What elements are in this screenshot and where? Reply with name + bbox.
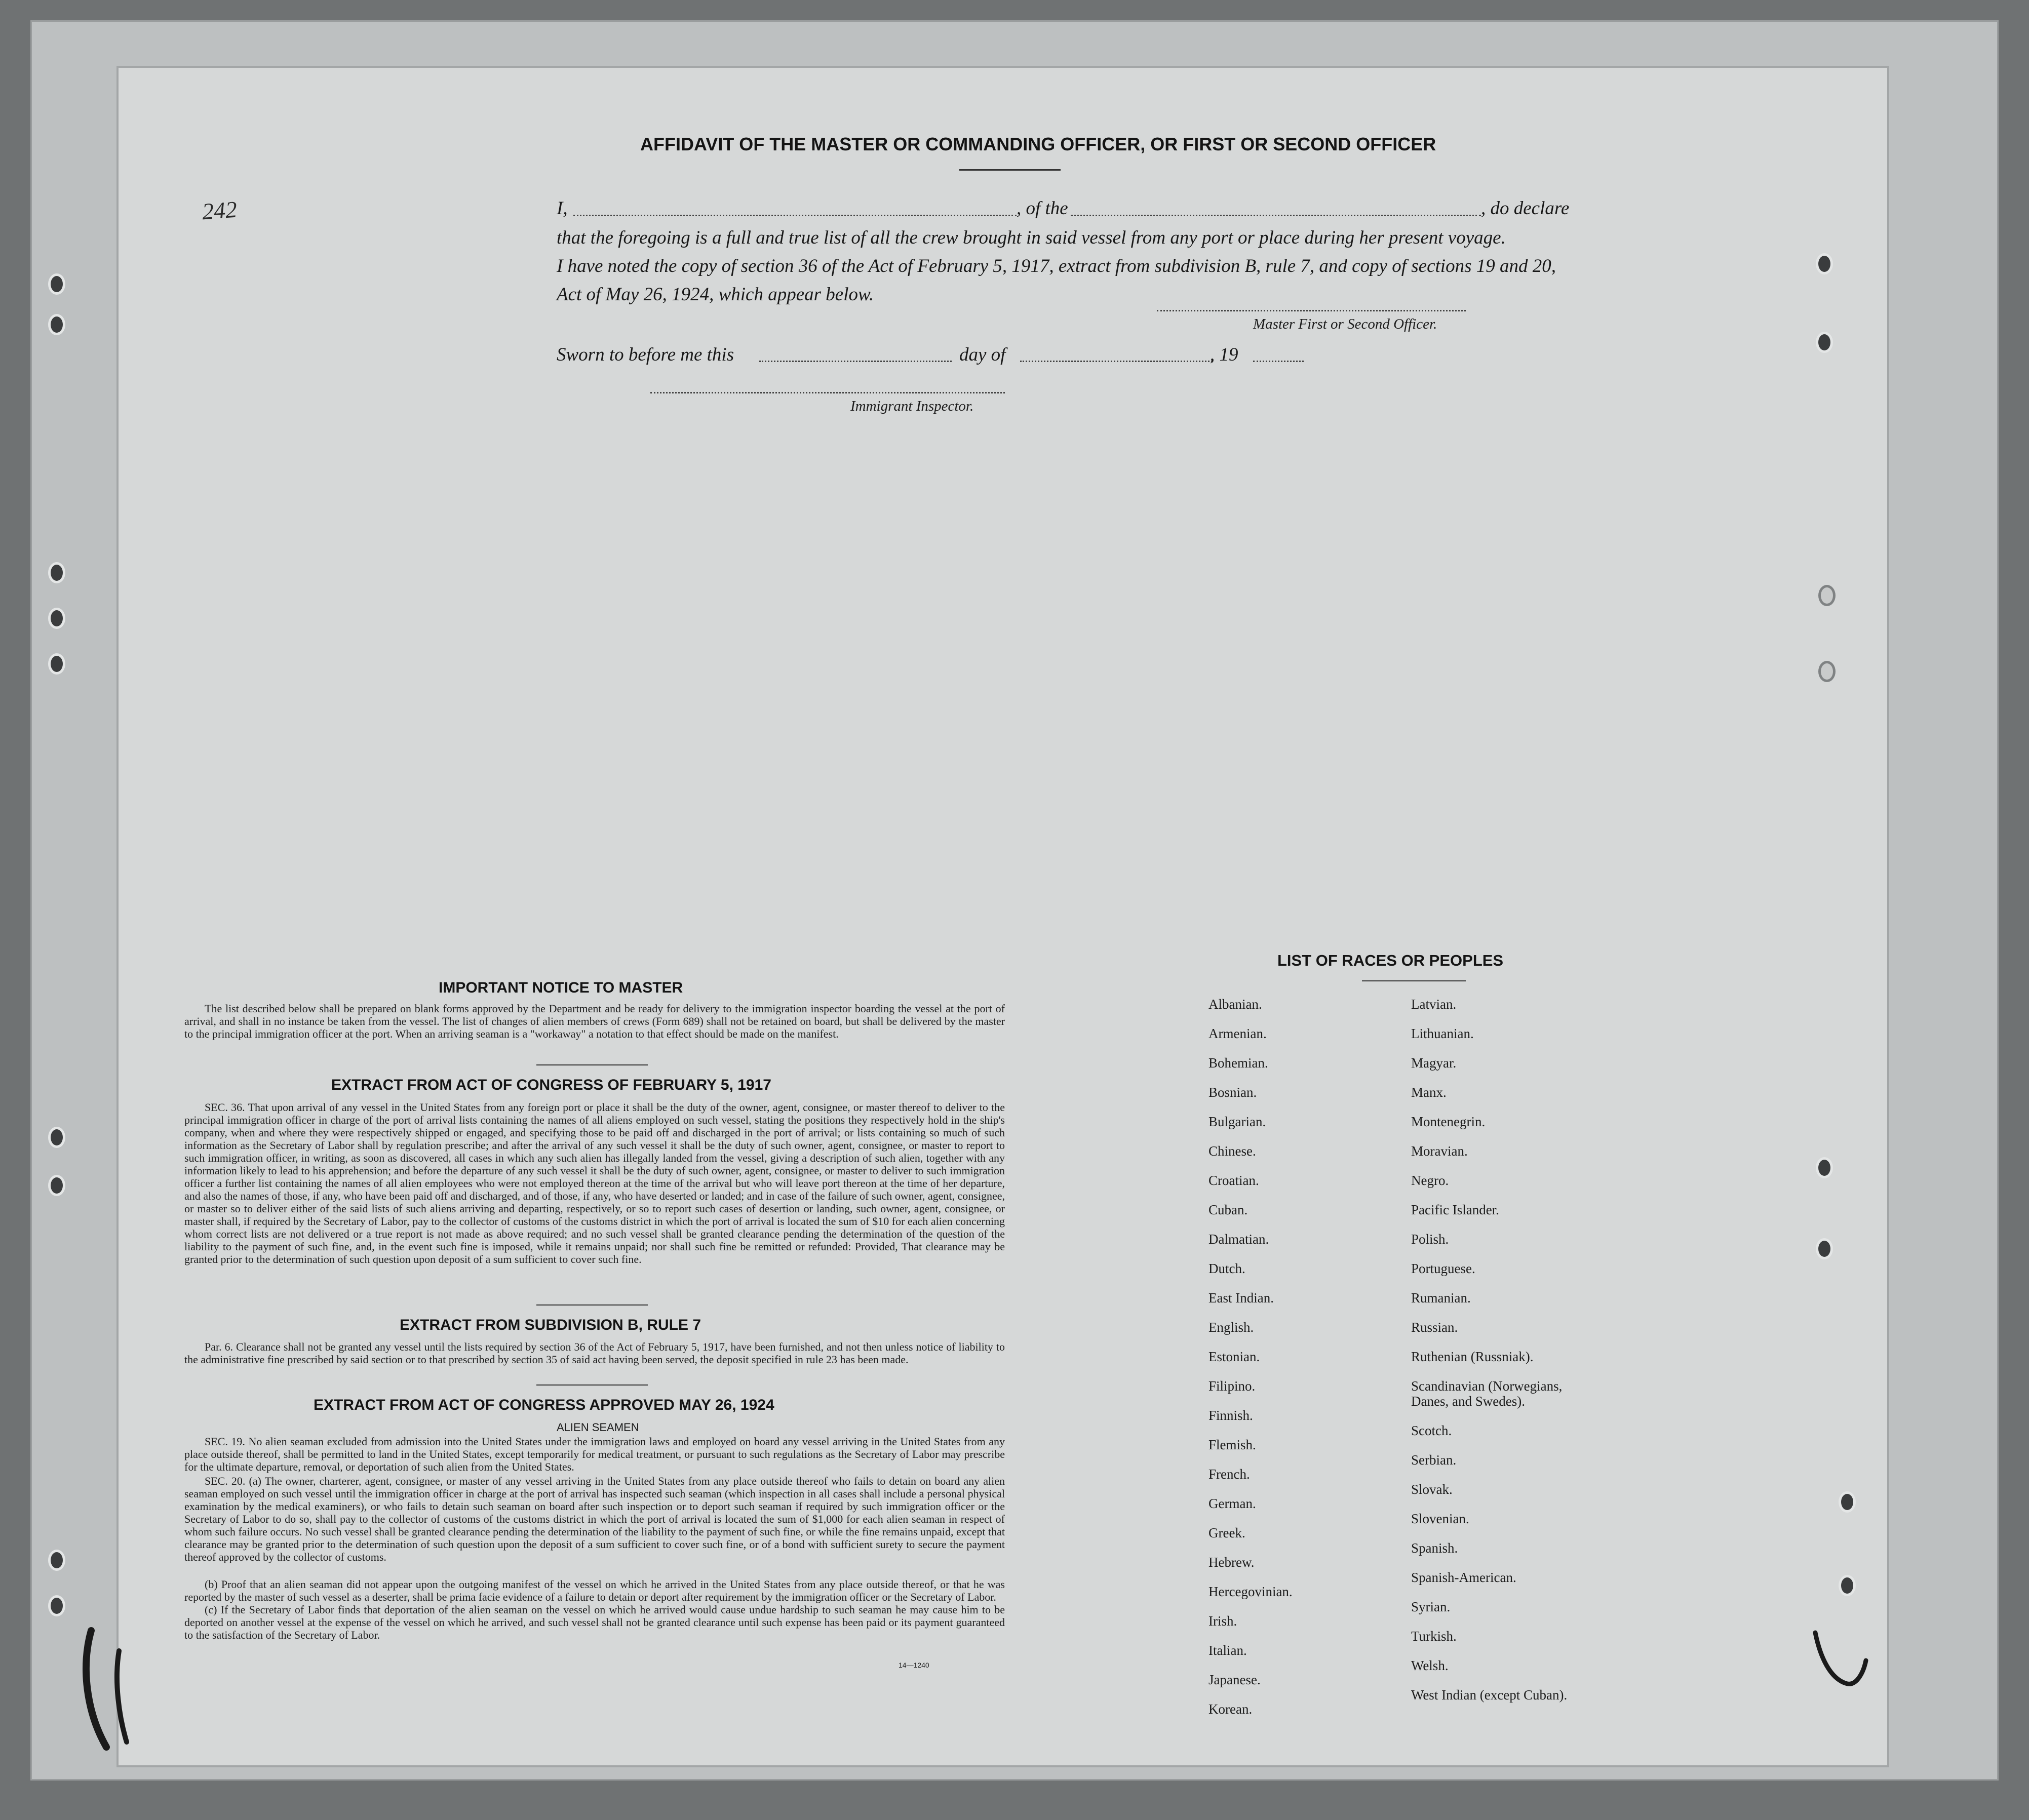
races-left-column (1208, 997, 1293, 1731)
binder-hole (1816, 1238, 1833, 1259)
race-item: Bohemian. (1208, 1055, 1268, 1071)
sworn-day-blank[interactable] (759, 361, 952, 362)
race-item: Syrian. (1411, 1599, 1451, 1614)
race-item: Italian. (1208, 1643, 1247, 1658)
race-item: Dalmatian. (1208, 1232, 1269, 1247)
affidavit-do-declare: , do declare (1481, 198, 1570, 219)
binder-hole (1839, 1575, 1856, 1596)
divider (536, 1384, 648, 1386)
affidavit-line4: Act of May 26, 1924, which appear below. (557, 284, 874, 305)
race-item: Manx. (1411, 1085, 1447, 1100)
extract-1917-body: SEC. 36. That upon arrival of any vessel in the United States from any foreign port or place it shall be the duty of the owner, agent, consignee, or master thereof to deliver to the principal immigration officer in charge of the port of arrival lists containing the names of all aliens employed on such vessel, stating the positions they respectively hold in the ship's company, when and where they were respectively shipped or engaged, and specifying those to be paid off and discharged in the port of arrival; or lists containing so much of such information as the Secretary of Labor shall by regulation prescribe; and after the arrival of any such vessel it shall be the duty of such owner, agent, consignee, or master to report to such immigration officer, in writing, as soon as discovered, all cases in which any such alien has illegally landed from the vessel, giving a description of such alien, together with any information likely to lead to his apprehension; and before the departure of any such vessel it shall be the duty of such owner, agent, consignee, or master to deliver to such immigration officer a further list containing the names of all alien employees who were not employed thereon at the time of the arrival but who will leave port thereon at the time of her departure, and also the names of those, if any, who have been paid off and discharged, and of those, if any, who have deserted or landed; and in case of the failure of such owner, agent, consignee, or master so to deliver either of the said lists of such aliens arriving and departing, respectively, or so to report such cases of desertion or landing, such owner, agent, consignee, or master shall, if required by the Secretary of Labor, pay to the collector of customs of the customs district in which the port of arrival is located the sum of $10 for each alien concerning whom correct lists are not delivered or a true report is not made as above required; and no such vessel shall be granted clearance pending the determination of the question of the liability to the payment of such fine, and, in the event such fine is imposed, while it remains unpaid; nor shall such fine be remitted or refunded: Provided, That clearance may be granted prior to the determination of such question upon deposit of a sum sufficient to cover such fine. (184, 1101, 1005, 1265)
races-title: LIST OF RACES OR PEOPLES (1277, 952, 1504, 969)
binder-hole (48, 1175, 65, 1196)
race-item: Scandinavian (Norwegians, Danes, and Swedes). (1411, 1378, 1563, 1409)
race-item: Welsh. (1411, 1658, 1449, 1673)
subdivision-title: EXTRACT FROM SUBDIVISION B, RULE 7 (400, 1317, 701, 1333)
document-page (116, 66, 1889, 1767)
subdivision-body: Par. 6. Clearance shall not be granted any vessel until the lists required by section 36 of the Act of February 5, 1917, have been furnished, and not then unless notice of liability to the administrative fine prescribed by said section or to that prescribed by section 35 of said act having been served, the deposit specified in rule 23 has been made. (184, 1340, 1005, 1366)
race-item: Hercegovinian. (1208, 1584, 1293, 1599)
affidavit-title: AFFIDAVIT OF THE MASTER OR COMMANDING OFFICER, OR FIRST OR SECOND OFFICER (640, 134, 1436, 154)
race-item: Dutch. (1208, 1261, 1245, 1276)
race-item: Rumanian. (1411, 1290, 1471, 1305)
race-item: Bulgarian. (1208, 1114, 1266, 1129)
race-item: Slovak. (1411, 1482, 1453, 1497)
race-item: Irish. (1208, 1613, 1237, 1629)
race-item: Montenegrin. (1411, 1114, 1486, 1129)
races-underline (1362, 980, 1466, 981)
race-item: Russian. (1411, 1320, 1458, 1335)
master-signature-line[interactable] (1157, 310, 1466, 311)
race-item: German. (1208, 1496, 1256, 1511)
race-item: Flemish. (1208, 1437, 1256, 1452)
inspector-signature-line[interactable] (650, 392, 1005, 393)
notice-body: The list described below shall be prepared on blank forms approved by the Department and be ready for delivery to the immigration inspector boarding the vessel at the port of arrival, and shall in no instance be taken from the vessel. The list of changes of alien members of crews (Form 689) shall not be retained on board, but shall be delivered by the master to the principal immigration officer at the port. When an arriving seaman is a "workaway" a notation to that effect should be made on the manifest. (184, 1002, 1005, 1040)
race-item: Estonian. (1208, 1349, 1260, 1364)
races-right-column (1411, 997, 1593, 1717)
race-item: Cuban. (1208, 1202, 1248, 1217)
handwritten-number: 242 (201, 196, 238, 225)
race-item: Lithuanian. (1411, 1026, 1474, 1041)
race-item: Chinese. (1208, 1143, 1256, 1159)
race-item: Hebrew. (1208, 1555, 1255, 1570)
race-item: Spanish-American. (1411, 1570, 1516, 1585)
race-item: French. (1208, 1467, 1250, 1482)
extract-1917-title: EXTRACT FROM ACT OF CONGRESS OF FEBRUARY 5, 1917 (331, 1077, 771, 1093)
binder-hole (48, 1127, 65, 1148)
binder-hole (48, 1550, 65, 1571)
affidavit-i: I, (557, 198, 568, 219)
handwritten-mark (71, 1620, 142, 1762)
binder-hole (1818, 585, 1836, 606)
sec20a-body: SEC. 20. (a) The owner, charterer, agent, consignee, or master of any vessel arriving in the United States from any place outside thereof who fails to detain on board any alien seaman employed on such vessel until the immigration officer in charge at the port of arrival has inspected such seaman (which inspection in all cases shall include a personal physical examination by the medical examiners), or who fails to detain such seaman on board after such inspection or to deport such seaman if required by such immigration officer or the Secretary of Labor to do so, shall pay to the collector of customs of the customs district in which the port of arrival is located the sum of $1,000 for each alien seaman in respect of whom such failure occurs. No such vessel shall be granted clearance pending the determination of the liability to the payment of such fine, or while the fine remains unpaid, except that clearance may be granted prior to the determination of such question upon the deposit of a sum sufficient to cover such fine, or of a bond with sufficient surety to secure the payment thereof approved by the collector of customs. (184, 1475, 1005, 1563)
binder-hole (48, 1595, 65, 1616)
race-item: Albanian. (1208, 997, 1262, 1012)
race-item: Armenian. (1208, 1026, 1267, 1041)
divider (536, 1064, 648, 1065)
race-item: East Indian. (1208, 1290, 1274, 1305)
affidavit-line3: I have noted the copy of section 36 of the Act of February 5, 1917, extract from subdivision B, rule 7, and copy of sections 19 and 20, (557, 256, 1556, 276)
binder-hole (1816, 1157, 1833, 1178)
race-item: Greek. (1208, 1525, 1245, 1540)
race-item: Scotch. (1411, 1423, 1452, 1438)
alien-seamen-subtitle: ALIEN SEAMEN (557, 1421, 639, 1434)
sec20b-body: (b) Proof that an alien seaman did not appear upon the outgoing manifest of the vessel on which he arrived in the United States from any place outside thereof, or that he was reported by the master of such vessel as a deserter, shall be prima facie evidence of a failure to detain or deport after requirement by the immigration officer or the Secretary of Labor. (184, 1578, 1005, 1603)
binder-hole (1839, 1491, 1856, 1513)
binder-hole (48, 273, 65, 295)
race-item: Ruthenian (Russniak). (1411, 1349, 1534, 1364)
form-number: 14—1240 (899, 1661, 929, 1669)
race-item: Negro. (1411, 1173, 1449, 1188)
affidavit-of-the: , of the (1017, 198, 1068, 219)
name-blank[interactable] (573, 215, 1017, 216)
master-caption: Master First or Second Officer. (1253, 316, 1437, 332)
binder-hole (48, 314, 65, 335)
race-item: English. (1208, 1320, 1254, 1335)
race-item: Japanese. (1208, 1672, 1261, 1687)
binder-hole (48, 653, 65, 675)
binder-hole (1816, 332, 1833, 353)
sec19-body: SEC. 19. No alien seaman excluded from admission into the United States under the immigration laws and employed on board any vessel arriving in the United States from any place outside thereof, shall be permitted to land in the United States, except temporarily for medical treatment, or pursuant to such regulations as the Secretary of Labor may prescribe for the ultimate departure, removal, or deportation of such alien from the United States. (184, 1435, 1005, 1473)
race-item: Latvian. (1411, 997, 1457, 1012)
handwritten-check-mark (1805, 1612, 1876, 1693)
race-item: Polish. (1411, 1232, 1449, 1247)
title-underline (959, 169, 1061, 171)
race-item: Slovenian. (1411, 1511, 1469, 1526)
inspector-caption: Immigrant Inspector. (850, 398, 974, 414)
extract-1924-title: EXTRACT FROM ACT OF CONGRESS APPROVED MAY 26, 1924 (314, 1397, 774, 1413)
race-item: Croatian. (1208, 1173, 1259, 1188)
binder-hole (48, 562, 65, 583)
race-item: Korean. (1208, 1702, 1253, 1717)
affidavit-line2: that the foregoing is a full and true list of all the crew brought in said vessel from any port or place during her present voyage. (557, 227, 1506, 248)
sec20c-body: (c) If the Secretary of Labor finds that deportation of the alien seaman on the vessel on which he arrived would cause undue hardship to such seaman he may cause him to be deported on another vessel at the expense of the vessel on which he arrived, and such vessel shall not be granted clearance until such expense has been paid or its payment guaranteed to the satisfaction of the Secretary of Labor. (184, 1603, 1005, 1641)
day-of-label: day of (959, 344, 1006, 365)
race-item: Spanish. (1411, 1540, 1458, 1556)
race-item: Moravian. (1411, 1143, 1468, 1159)
notice-title: IMPORTANT NOTICE TO MASTER (439, 979, 683, 996)
race-item: Portuguese. (1411, 1261, 1475, 1276)
sworn-label: Sworn to before me this (557, 344, 734, 365)
race-item: Bosnian. (1208, 1085, 1257, 1100)
race-item: Serbian. (1411, 1452, 1457, 1468)
vessel-blank[interactable] (1071, 215, 1481, 216)
binder-hole (1816, 253, 1833, 274)
sworn-month-blank[interactable] (1020, 361, 1213, 362)
race-item: Magyar. (1411, 1055, 1457, 1071)
binder-hole (48, 608, 65, 629)
race-item: Finnish. (1208, 1408, 1253, 1423)
divider (536, 1304, 648, 1305)
race-item: Filipino. (1208, 1378, 1256, 1394)
year-blank[interactable] (1253, 361, 1304, 362)
race-item: West Indian (except Cuban). (1411, 1687, 1568, 1703)
race-item: Pacific Islander. (1411, 1202, 1499, 1217)
year-label: , 19 (1210, 344, 1238, 365)
race-item: Turkish. (1411, 1629, 1457, 1644)
binder-hole (1818, 661, 1836, 682)
